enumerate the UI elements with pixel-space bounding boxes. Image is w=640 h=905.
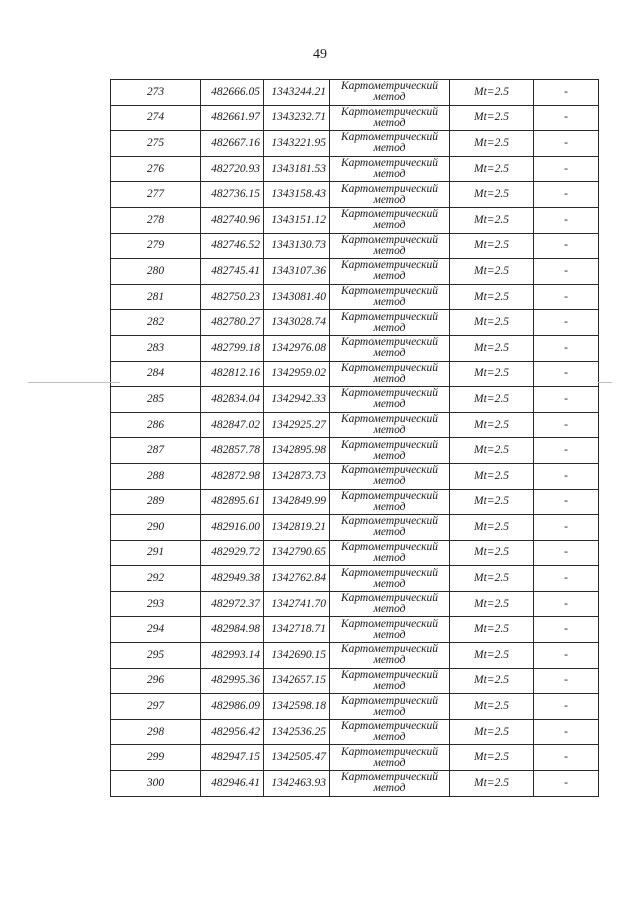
empty-value-dash: - — [534, 207, 599, 233]
method-line2: метод — [373, 347, 406, 360]
table-row — [111, 361, 599, 387]
method-line2: метод — [373, 270, 406, 283]
method-cell — [330, 515, 450, 541]
method-cell — [330, 591, 450, 617]
coordinate-y: 1342790.65 — [264, 540, 330, 566]
coordinate-x: 482984.98 — [201, 617, 264, 643]
coordinate-y: 1342657.15 — [264, 668, 330, 694]
method-line2: метод — [373, 577, 406, 590]
method-cell — [330, 489, 450, 515]
method-cell — [330, 335, 450, 361]
table-row — [111, 335, 599, 361]
accuracy-value: Mt=2.5 — [450, 361, 534, 387]
method-cell — [330, 105, 450, 131]
point-number: 294 — [111, 617, 201, 643]
method-line2: метод — [373, 679, 406, 692]
point-number: 293 — [111, 591, 201, 617]
method-cell — [330, 540, 450, 566]
table-row — [111, 694, 599, 720]
point-number: 276 — [111, 156, 201, 182]
coordinate-y: 1342895.98 — [264, 438, 330, 464]
accuracy-value: Mt=2.5 — [450, 463, 534, 489]
coordinate-x: 482745.41 — [201, 259, 264, 285]
method-line2: метод — [373, 449, 406, 462]
table-row — [111, 387, 599, 413]
method-line2: метод — [373, 551, 406, 564]
coordinate-x: 482780.27 — [201, 310, 264, 336]
accuracy-value: Mt=2.5 — [450, 207, 534, 233]
method-line2: метод — [373, 168, 406, 181]
coordinate-x: 482736.15 — [201, 182, 264, 208]
method-line2: метод — [373, 475, 406, 488]
method-line1: Картометрический — [340, 157, 439, 170]
method-cell — [330, 259, 450, 285]
method-line1: Картометрический — [340, 336, 439, 349]
empty-value-dash: - — [534, 540, 599, 566]
method-line2: метод — [373, 500, 406, 513]
method-cell — [330, 566, 450, 592]
coordinate-y: 1342536.25 — [264, 719, 330, 745]
method-cell — [330, 412, 450, 438]
coordinate-y: 1342849.99 — [264, 489, 330, 515]
empty-value-dash: - — [534, 719, 599, 745]
method-line2: метод — [373, 193, 406, 206]
method-cell — [330, 182, 450, 208]
accuracy-value: Mt=2.5 — [450, 80, 534, 106]
method-cell — [330, 745, 450, 771]
empty-value-dash: - — [534, 591, 599, 617]
table-row — [111, 284, 599, 310]
method-line2: метод — [373, 219, 406, 232]
method-line1: Картометрический — [340, 566, 439, 579]
coordinate-x: 482661.97 — [201, 105, 264, 131]
method-line1: Картометрический — [340, 438, 439, 451]
coordinate-x: 482667.16 — [201, 131, 264, 157]
accuracy-value: Mt=2.5 — [450, 617, 534, 643]
accuracy-value: Mt=2.5 — [450, 259, 534, 285]
table-row — [111, 412, 599, 438]
coordinate-x: 482972.37 — [201, 591, 264, 617]
point-number: 273 — [111, 80, 201, 106]
coordinate-y: 1342762.84 — [264, 566, 330, 592]
empty-value-dash: - — [534, 259, 599, 285]
accuracy-value: Mt=2.5 — [450, 412, 534, 438]
point-number: 297 — [111, 694, 201, 720]
table-row — [111, 489, 599, 515]
method-line1: Картометрический — [340, 80, 439, 93]
method-line2: метод — [373, 654, 406, 667]
method-cell — [330, 694, 450, 720]
method-cell — [330, 156, 450, 182]
table-row — [111, 182, 599, 208]
point-number: 282 — [111, 310, 201, 336]
method-line1: Картометрический — [340, 259, 439, 272]
table-row — [111, 80, 599, 106]
table-row — [111, 591, 599, 617]
point-number: 291 — [111, 540, 201, 566]
coordinate-x: 482666.05 — [201, 80, 264, 106]
method-line1: Картометрический — [340, 208, 439, 221]
coordinate-x: 482895.61 — [201, 489, 264, 515]
method-line1: Картометрический — [340, 413, 439, 426]
empty-value-dash: - — [534, 105, 599, 131]
accuracy-value: Mt=2.5 — [450, 233, 534, 259]
coordinate-y: 1342942.33 — [264, 387, 330, 413]
coordinate-y: 1342925.27 — [264, 412, 330, 438]
coordinate-x: 482812.16 — [201, 361, 264, 387]
coordinate-x: 482986.09 — [201, 694, 264, 720]
method-line2: метод — [373, 756, 406, 769]
coordinate-x: 482740.96 — [201, 207, 264, 233]
empty-value-dash: - — [534, 131, 599, 157]
point-number: 284 — [111, 361, 201, 387]
table-row — [111, 566, 599, 592]
method-line2: метод — [373, 142, 406, 155]
method-line1: Картометрический — [340, 592, 439, 605]
coordinate-y: 1343244.21 — [264, 80, 330, 106]
table-row — [111, 310, 599, 336]
point-number: 288 — [111, 463, 201, 489]
coordinate-y: 1342976.08 — [264, 335, 330, 361]
coordinate-y: 1343232.71 — [264, 105, 330, 131]
point-number: 275 — [111, 131, 201, 157]
method-cell — [330, 310, 450, 336]
method-line1: Картометрический — [340, 361, 439, 374]
coordinate-x: 482946.41 — [201, 771, 264, 797]
point-number: 300 — [111, 771, 201, 797]
point-number: 280 — [111, 259, 201, 285]
empty-value-dash: - — [534, 80, 599, 106]
coordinate-y: 1343130.73 — [264, 233, 330, 259]
method-cell — [330, 284, 450, 310]
empty-value-dash: - — [534, 694, 599, 720]
method-line1: Картометрический — [340, 668, 439, 681]
point-number: 274 — [111, 105, 201, 131]
method-line1: Картометрический — [340, 489, 439, 502]
accuracy-value: Mt=2.5 — [450, 131, 534, 157]
method-line1: Картометрический — [340, 771, 439, 784]
coordinate-x: 482993.14 — [201, 643, 264, 669]
empty-value-dash: - — [534, 156, 599, 182]
method-cell — [330, 438, 450, 464]
coordinate-y: 1343028.74 — [264, 310, 330, 336]
coordinates-table — [110, 79, 599, 797]
method-line2: метод — [373, 424, 406, 437]
coordinate-x: 482872.98 — [201, 463, 264, 489]
empty-value-dash: - — [534, 412, 599, 438]
accuracy-value: Mt=2.5 — [450, 335, 534, 361]
coordinate-y: 1342505.47 — [264, 745, 330, 771]
table-row — [111, 105, 599, 131]
coordinate-y: 1342741.70 — [264, 591, 330, 617]
coordinate-y: 1343107.36 — [264, 259, 330, 285]
accuracy-value: Mt=2.5 — [450, 745, 534, 771]
table-row — [111, 719, 599, 745]
method-line2: метод — [373, 526, 406, 539]
coordinates-table-body — [111, 80, 599, 797]
method-line2: метод — [373, 296, 406, 309]
coordinate-x: 482847.02 — [201, 412, 264, 438]
empty-value-dash: - — [534, 771, 599, 797]
method-cell — [330, 131, 450, 157]
point-number: 292 — [111, 566, 201, 592]
accuracy-value: Mt=2.5 — [450, 438, 534, 464]
method-line2: метод — [373, 603, 406, 616]
empty-value-dash: - — [534, 310, 599, 336]
table-row — [111, 233, 599, 259]
coordinate-x: 482857.78 — [201, 438, 264, 464]
accuracy-value: Mt=2.5 — [450, 284, 534, 310]
table-row — [111, 156, 599, 182]
accuracy-value: Mt=2.5 — [450, 105, 534, 131]
method-line1: Картометрический — [340, 515, 439, 528]
point-number: 285 — [111, 387, 201, 413]
point-number: 290 — [111, 515, 201, 541]
method-line2: метод — [373, 628, 406, 641]
coordinate-y: 1342819.21 — [264, 515, 330, 541]
scan-artifact-line — [598, 382, 612, 383]
coordinate-x: 482947.15 — [201, 745, 264, 771]
scan-artifact-line — [28, 382, 120, 383]
method-line2: метод — [373, 731, 406, 744]
point-number: 281 — [111, 284, 201, 310]
empty-value-dash: - — [534, 182, 599, 208]
table-row — [111, 643, 599, 669]
accuracy-value: Mt=2.5 — [450, 566, 534, 592]
point-number: 287 — [111, 438, 201, 464]
method-line1: Картометрический — [340, 540, 439, 553]
accuracy-value: Mt=2.5 — [450, 591, 534, 617]
method-line1: Картометрический — [340, 285, 439, 298]
point-number: 279 — [111, 233, 201, 259]
coordinate-x: 482720.93 — [201, 156, 264, 182]
coordinate-x: 482916.00 — [201, 515, 264, 541]
empty-value-dash: - — [534, 463, 599, 489]
coordinate-y: 1342718.71 — [264, 617, 330, 643]
empty-value-dash: - — [534, 745, 599, 771]
accuracy-value: Mt=2.5 — [450, 310, 534, 336]
accuracy-value: Mt=2.5 — [450, 387, 534, 413]
method-cell — [330, 643, 450, 669]
method-line1: Картометрический — [340, 720, 439, 733]
table-row — [111, 617, 599, 643]
table-row — [111, 771, 599, 797]
empty-value-dash: - — [534, 387, 599, 413]
method-line1: Картометрический — [340, 182, 439, 195]
method-cell — [330, 668, 450, 694]
empty-value-dash: - — [534, 515, 599, 541]
method-line2: метод — [373, 372, 406, 385]
empty-value-dash: - — [534, 284, 599, 310]
method-line1: Картометрический — [340, 310, 439, 323]
accuracy-value: Mt=2.5 — [450, 156, 534, 182]
method-line1: Картометрический — [340, 387, 439, 400]
method-cell — [330, 387, 450, 413]
method-line1: Картометрический — [340, 617, 439, 630]
coordinate-y: 1342873.73 — [264, 463, 330, 489]
method-line1: Картометрический — [340, 464, 439, 477]
coordinate-y: 1343081.40 — [264, 284, 330, 310]
accuracy-value: Mt=2.5 — [450, 771, 534, 797]
accuracy-value: Mt=2.5 — [450, 694, 534, 720]
page-number: 49 — [313, 47, 327, 62]
coordinate-y: 1342463.93 — [264, 771, 330, 797]
method-line1: Картометрический — [340, 643, 439, 656]
accuracy-value: Mt=2.5 — [450, 182, 534, 208]
point-number: 278 — [111, 207, 201, 233]
point-number: 298 — [111, 719, 201, 745]
coordinate-y: 1342690.15 — [264, 643, 330, 669]
accuracy-value: Mt=2.5 — [450, 489, 534, 515]
point-number: 295 — [111, 643, 201, 669]
table-row — [111, 259, 599, 285]
coordinate-x: 482956.42 — [201, 719, 264, 745]
accuracy-value: Mt=2.5 — [450, 668, 534, 694]
coordinate-x: 482949.38 — [201, 566, 264, 592]
empty-value-dash: - — [534, 489, 599, 515]
method-line2: метод — [373, 321, 406, 334]
method-line1: Картометрический — [340, 233, 439, 246]
method-cell — [330, 361, 450, 387]
table-row — [111, 207, 599, 233]
empty-value-dash: - — [534, 566, 599, 592]
empty-value-dash: - — [534, 438, 599, 464]
empty-value-dash: - — [534, 233, 599, 259]
method-cell — [330, 207, 450, 233]
method-cell — [330, 719, 450, 745]
empty-value-dash: - — [534, 668, 599, 694]
table-row — [111, 668, 599, 694]
method-line1: Картометрический — [340, 131, 439, 144]
method-line1: Картометрический — [340, 105, 439, 118]
coordinate-y: 1343181.53 — [264, 156, 330, 182]
coordinate-y: 1342959.02 — [264, 361, 330, 387]
method-cell — [330, 771, 450, 797]
empty-value-dash: - — [534, 643, 599, 669]
accuracy-value: Mt=2.5 — [450, 515, 534, 541]
coordinate-x: 482746.52 — [201, 233, 264, 259]
table-row — [111, 745, 599, 771]
coordinate-y: 1343221.95 — [264, 131, 330, 157]
point-number: 299 — [111, 745, 201, 771]
method-line2: метод — [373, 244, 406, 257]
empty-value-dash: - — [534, 361, 599, 387]
coordinate-y: 1343151.12 — [264, 207, 330, 233]
method-line2: метод — [373, 705, 406, 718]
method-line1: Картометрический — [340, 745, 439, 758]
point-number: 283 — [111, 335, 201, 361]
coordinate-y: 1343158.43 — [264, 182, 330, 208]
method-cell — [330, 617, 450, 643]
accuracy-value: Mt=2.5 — [450, 643, 534, 669]
coordinate-x: 482799.18 — [201, 335, 264, 361]
method-cell — [330, 463, 450, 489]
coordinate-x: 482834.04 — [201, 387, 264, 413]
method-line2: метод — [373, 782, 406, 795]
coordinate-y: 1342598.18 — [264, 694, 330, 720]
accuracy-value: Mt=2.5 — [450, 540, 534, 566]
method-line2: метод — [373, 116, 406, 129]
table-row — [111, 438, 599, 464]
point-number: 296 — [111, 668, 201, 694]
coordinate-x: 482929.72 — [201, 540, 264, 566]
method-cell — [330, 233, 450, 259]
method-cell — [330, 80, 450, 106]
point-number: 289 — [111, 489, 201, 515]
method-line1: Картометрический — [340, 694, 439, 707]
table-row — [111, 463, 599, 489]
table-row — [111, 131, 599, 157]
method-line2: метод — [373, 91, 406, 104]
empty-value-dash: - — [534, 335, 599, 361]
accuracy-value: Mt=2.5 — [450, 719, 534, 745]
point-number: 277 — [111, 182, 201, 208]
coordinate-x: 482995.36 — [201, 668, 264, 694]
coordinate-x: 482750.23 — [201, 284, 264, 310]
method-line2: метод — [373, 398, 406, 411]
empty-value-dash: - — [534, 617, 599, 643]
table-row — [111, 515, 599, 541]
table-row — [111, 540, 599, 566]
point-number: 286 — [111, 412, 201, 438]
